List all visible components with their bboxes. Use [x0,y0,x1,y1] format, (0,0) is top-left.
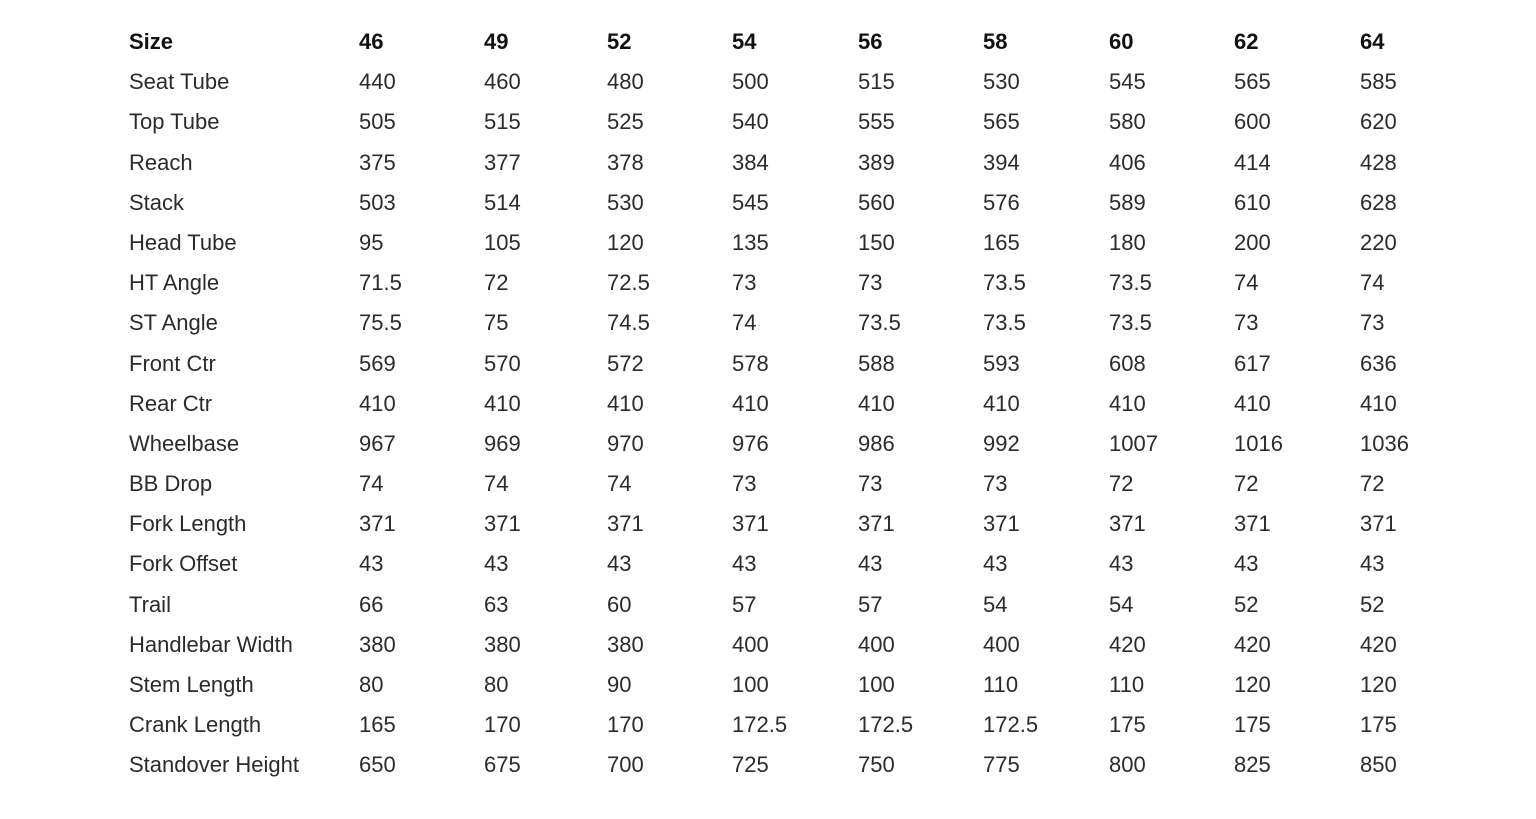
table-cell: 74.5 [607,310,650,336]
table-cell: 569 [359,350,396,376]
table-cell: 969 [484,430,521,456]
table-cell: 967 [359,430,396,456]
table-cell: 43 [1234,551,1259,577]
table-cell: 970 [607,430,644,456]
table-cell: 72 [484,270,509,296]
table-cell: 71.5 [359,270,402,296]
table-cell: 73 [858,270,883,296]
table-cell: 410 [1109,390,1146,416]
table-row [0,303,1536,343]
row-label: Fork Length [129,511,247,537]
table-cell: 380 [607,631,644,657]
table-row [0,263,1536,303]
row-label: Trail [129,591,171,617]
table-cell: 75.5 [359,310,402,336]
header-size-60: 60 [1109,29,1134,54]
table-cell: 57 [732,591,757,617]
table-row [0,143,1536,183]
table-cell: 63 [484,591,509,617]
table-cell: 1007 [1109,430,1158,456]
table-cell: 530 [607,189,644,215]
table-row [0,183,1536,223]
table-cell: 175 [1234,712,1271,738]
table-cell: 600 [1234,109,1271,135]
table-cell: 110 [983,672,1019,697]
row-label: BB Drop [129,471,213,497]
table-row [0,223,1536,263]
row-label: Standover Height [129,752,299,778]
geometry-table [0,22,1536,786]
table-cell: 1036 [1360,430,1409,456]
table-cell: 371 [858,511,895,537]
table-cell: 73 [732,471,757,497]
table-cell: 220 [1360,229,1397,255]
table-cell: 570 [484,350,521,376]
table-cell: 675 [484,752,521,778]
table-cell: 545 [1109,69,1146,95]
table-cell: 43 [607,551,632,577]
table-cell: 565 [983,109,1020,135]
table-cell: 43 [359,551,384,577]
table-cell: 120 [607,229,644,255]
table-cell: 503 [359,189,396,215]
table-cell: 170 [484,712,521,738]
table-cell: 175 [1109,712,1146,738]
table-row [0,585,1536,625]
table-cell: 992 [983,430,1020,456]
table-cell: 120 [1234,672,1271,697]
table-cell: 410 [1360,390,1397,416]
row-label: Fork Offset [129,551,238,577]
table-cell: 545 [732,189,769,215]
table-cell: 52 [1234,591,1259,617]
header-size-58: 58 [983,29,1008,54]
table-header-row [0,22,1536,62]
table-cell: 576 [983,189,1020,215]
table-cell: 608 [1109,350,1146,376]
table-cell: 1016 [1234,430,1283,456]
table-cell: 380 [484,631,521,657]
header-size-label: Size [129,29,174,54]
table-cell: 200 [1234,229,1271,255]
table-cell: 560 [858,189,895,215]
table-cell: 825 [1234,752,1271,778]
table-cell: 43 [1109,551,1134,577]
table-cell: 57 [858,591,883,617]
table-cell: 170 [607,712,644,738]
table-cell: 73.5 [1109,310,1152,336]
table-row [0,665,1536,705]
header-size-49: 49 [484,29,509,54]
table-cell: 371 [732,511,769,537]
table-cell: 72 [1109,471,1134,497]
table-cell: 74 [1360,270,1385,296]
table-cell: 165 [983,229,1020,255]
table-cell: 43 [484,551,509,577]
table-cell: 54 [983,591,1008,617]
table-cell: 565 [1234,69,1271,95]
table-row [0,384,1536,424]
table-cell: 371 [1234,511,1271,537]
table-cell: 620 [1360,109,1397,135]
header-size-54: 54 [732,29,757,54]
table-cell: 414 [1234,149,1271,175]
table-cell: 72.5 [607,270,650,296]
table-cell: 976 [732,430,769,456]
header-size-62: 62 [1234,29,1259,54]
table-row [0,504,1536,544]
table-cell: 73 [732,270,757,296]
table-cell: 725 [732,752,769,778]
table-cell: 410 [983,390,1020,416]
row-label: Wheelbase [129,430,240,456]
table-cell: 75 [484,310,509,336]
table-row [0,464,1536,504]
table-cell: 74 [359,471,384,497]
table-cell: 73 [1234,310,1259,336]
table-cell: 73 [858,471,883,497]
table-cell: 400 [983,631,1020,657]
table-cell: 371 [1109,511,1146,537]
table-cell: 74 [1234,270,1259,296]
table-cell: 572 [607,350,644,376]
table-cell: 580 [1109,109,1146,135]
table-cell: 400 [732,631,769,657]
table-row [0,705,1536,745]
table-cell: 100 [732,672,769,697]
table-cell: 371 [1360,511,1397,537]
table-cell: 986 [858,430,895,456]
table-cell: 172.5 [732,712,788,738]
table-cell: 500 [732,69,769,95]
table-cell: 60 [607,591,632,617]
header-size-52: 52 [607,29,632,54]
table-cell: 110 [1109,672,1145,697]
table-cell: 610 [1234,189,1271,215]
table-cell: 850 [1360,752,1397,778]
table-row [0,424,1536,464]
table-cell: 480 [607,69,644,95]
table-cell: 54 [1109,591,1134,617]
table-cell: 95 [359,229,384,255]
row-label: Head Tube [129,229,237,255]
table-cell: 175 [1360,712,1397,738]
header-size-56: 56 [858,29,883,54]
table-cell: 460 [484,69,521,95]
table-cell: 428 [1360,149,1397,175]
table-cell: 389 [858,149,895,175]
table-cell: 628 [1360,189,1397,215]
table-cell: 420 [1234,631,1271,657]
table-cell: 514 [484,189,521,215]
table-cell: 73.5 [983,270,1026,296]
table-cell: 406 [1109,149,1146,175]
header-size-46: 46 [359,29,384,54]
table-cell: 371 [359,511,396,537]
table-cell: 43 [732,551,757,577]
table-cell: 172.5 [858,712,914,738]
table-cell: 73.5 [858,310,901,336]
row-label: Handlebar Width [129,631,293,657]
table-cell: 66 [359,591,384,617]
table-cell: 74 [484,471,509,497]
table-cell: 371 [484,511,521,537]
table-cell: 165 [359,712,396,738]
table-cell: 505 [359,109,396,135]
table-cell: 73 [1360,310,1385,336]
table-cell: 73.5 [983,310,1026,336]
row-label: HT Angle [129,270,220,296]
row-label: Crank Length [129,712,262,738]
table-cell: 410 [359,390,396,416]
table-cell: 617 [1234,350,1271,376]
table-cell: 80 [359,672,384,697]
table-cell: 380 [359,631,396,657]
table-cell: 43 [858,551,883,577]
table-cell: 90 [607,672,632,697]
table-cell: 172.5 [983,712,1039,738]
table-cell: 73.5 [1109,270,1152,296]
table-cell: 100 [858,672,895,697]
table-cell: 410 [858,390,895,416]
table-cell: 588 [858,350,895,376]
table-cell: 74 [732,310,757,336]
table-cell: 555 [858,109,895,135]
table-cell: 700 [607,752,644,778]
table-cell: 150 [858,229,895,255]
table-cell: 384 [732,149,769,175]
row-label: Rear Ctr [129,390,213,416]
table-row [0,625,1536,665]
table-cell: 73 [983,471,1008,497]
header-size-64: 64 [1360,29,1385,54]
table-row [0,62,1536,102]
table-cell: 72 [1234,471,1259,497]
table-cell: 394 [983,149,1020,175]
table-cell: 52 [1360,591,1385,617]
row-label: Front Ctr [129,350,216,376]
table-cell: 105 [484,229,521,255]
table-cell: 180 [1109,229,1146,255]
table-cell: 585 [1360,69,1397,95]
table-cell: 371 [607,511,644,537]
table-cell: 650 [359,752,396,778]
table-cell: 378 [607,149,644,175]
table-cell: 410 [1234,390,1271,416]
table-cell: 750 [858,752,895,778]
row-label: Stem Length [129,672,254,697]
table-cell: 420 [1109,631,1146,657]
row-label: Top Tube [129,109,220,135]
table-cell: 775 [983,752,1020,778]
table-cell: 593 [983,350,1020,376]
table-cell: 43 [1360,551,1385,577]
table-cell: 371 [983,511,1020,537]
table-cell: 410 [607,390,644,416]
table-cell: 420 [1360,631,1397,657]
table-cell: 540 [732,109,769,135]
table-cell: 440 [359,69,396,95]
table-cell: 589 [1109,189,1146,215]
table-row [0,745,1536,785]
table-cell: 375 [359,149,396,175]
table-cell: 43 [983,551,1008,577]
table-cell: 578 [732,350,769,376]
table-cell: 525 [607,109,644,135]
table-cell: 120 [1360,672,1397,697]
row-label: Stack [129,189,185,215]
table-cell: 400 [858,631,895,657]
table-cell: 410 [732,390,769,416]
table-cell: 72 [1360,471,1385,497]
table-cell: 74 [607,471,632,497]
table-cell: 80 [484,672,509,697]
table-cell: 800 [1109,752,1146,778]
row-label: Seat Tube [129,69,230,95]
table-cell: 410 [484,390,521,416]
table-cell: 530 [983,69,1020,95]
table-cell: 515 [858,69,895,95]
table-cell: 636 [1360,350,1397,376]
table-row [0,102,1536,142]
table-row [0,344,1536,384]
table-cell: 377 [484,149,521,175]
table-cell: 515 [484,109,521,135]
row-label: ST Angle [129,310,218,336]
table-row [0,544,1536,584]
row-label: Reach [129,149,193,175]
table-cell: 135 [732,229,769,255]
